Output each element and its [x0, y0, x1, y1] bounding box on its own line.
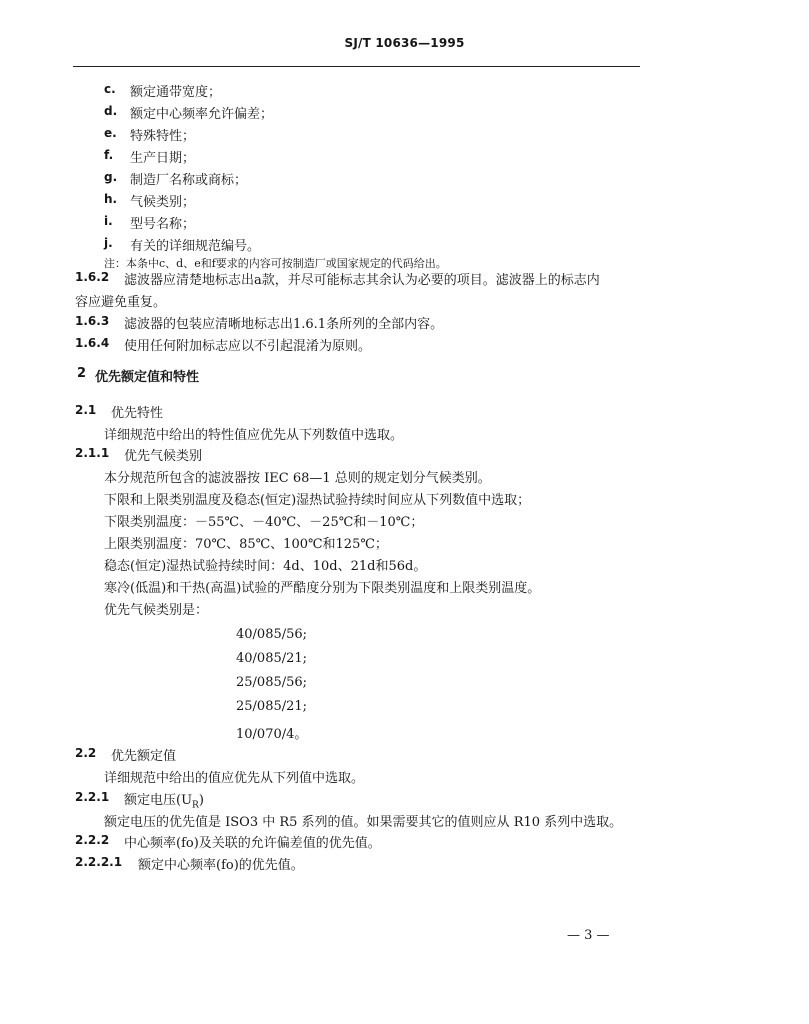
list-letter: f.: [104, 148, 114, 162]
climatic-category: 40/085/56;: [236, 627, 308, 642]
clause-text: 使用任何附加标志应以不引起混淆为原则。: [124, 339, 372, 354]
clause-number: 2.1.1: [75, 446, 110, 460]
clause-title: 额定中心频率(fo)的优先值。: [138, 858, 304, 873]
clause-title-main: 额定电压(U: [124, 793, 193, 808]
list-item: 型号名称；: [130, 217, 196, 232]
climatic-category: 25/085/56;: [236, 675, 308, 690]
clause-text: 详细规范中给出的值应优先从下列值中选取。: [104, 771, 365, 786]
clause-title-end: ): [198, 793, 204, 808]
list-letter: j.: [104, 236, 113, 250]
list-letter: e.: [104, 126, 117, 140]
clause-title: 优先特性: [111, 406, 164, 421]
list-letter: i.: [104, 214, 113, 228]
clause-text: 上限类别温度：70℃、85℃、100℃和125℃；: [104, 537, 388, 552]
clause-number: 1.6.4: [75, 336, 110, 350]
clause-text: 寒冷(低温)和干热(高温)试验的严酷度分别为下限类别温度和上限类别温度。: [104, 581, 541, 596]
climatic-category: 25/085/21;: [236, 699, 308, 714]
list-item: 额定中心频率允许偏差；: [130, 107, 274, 122]
clause-text: 滤波器的包装应清晰地标志出1.6.1条所列的全部内容。: [124, 317, 444, 332]
clause-text: 稳态(恒定)湿热试验持续时间：4d、10d、21d和56d。: [104, 559, 427, 574]
clause-number: 2.2.2.1: [75, 855, 123, 869]
list-letter: g.: [104, 170, 118, 184]
clause-text: 优先气候类别是：: [104, 603, 209, 618]
list-letter: c.: [104, 82, 116, 96]
section-title: 优先额定值和特性: [95, 370, 200, 385]
list-item: 额定通带宽度；: [130, 85, 222, 100]
clause-text: 滤波器应清楚地标志出a款，并尽可能标志其余认为必要的项目。滤波器上的标志内: [124, 273, 600, 288]
clause-number: 1.6.3: [75, 314, 110, 328]
clause-text: 额定电压的优先值是 ISO3 中 R5 系列的值。如果需要其它的值则应从 R10 系列中选取。: [104, 815, 623, 830]
clause-title: 优先气候类别: [124, 449, 203, 464]
clause-number: 2.2.2: [75, 833, 110, 847]
clause-text: 本分规范所包含的滤波器按 IEC 68—1 总则的规定划分气候类别。: [104, 471, 491, 486]
note: 注：本条中c、d、e和f要求的内容可按制造厂或国家规定的代码给出。: [104, 257, 447, 270]
clause-number: 2.1: [75, 403, 97, 417]
clause-number: 2.2: [75, 746, 97, 760]
clause-text: 详细规范中给出的特性值应优先从下列数值中选取。: [104, 428, 404, 443]
clause-text: 下限和上限类别温度及稳态(恒定)湿热试验持续时间应从下列数值中选取；: [104, 493, 531, 508]
clause-number: 1.6.2: [75, 270, 110, 284]
running-header: SJ/T 10636—1995: [344, 36, 465, 50]
list-item: 制造厂名称或商标；: [130, 173, 248, 188]
climatic-category: 40/085/21;: [236, 651, 308, 666]
subscript: R: [192, 800, 199, 811]
list-item: 生产日期；: [130, 151, 196, 166]
clause-title: 优先额定值: [111, 749, 177, 764]
list-item: 气候类别；: [130, 195, 196, 210]
clause-text: 下限类别温度：－55℃、－40℃、－25℃和－10℃；: [104, 515, 424, 530]
header-rule: [73, 66, 640, 67]
clause-number: 2.2.1: [75, 790, 110, 804]
clause-title: 中心频率(fo)及关联的允许偏差值的优先值。: [124, 836, 381, 851]
page-number: — 3 —: [567, 928, 610, 943]
list-letter: d.: [104, 104, 118, 118]
list-item: 特殊特性；: [130, 129, 196, 144]
list-letter: h.: [104, 192, 118, 206]
list-item: 有关的详细规范编号。: [130, 239, 261, 254]
clause-text: 容应避免重复。: [75, 295, 167, 310]
climatic-category: 10/070/4。: [236, 727, 308, 742]
section-number: 2: [77, 366, 87, 381]
clause-title: [124, 789, 204, 811]
